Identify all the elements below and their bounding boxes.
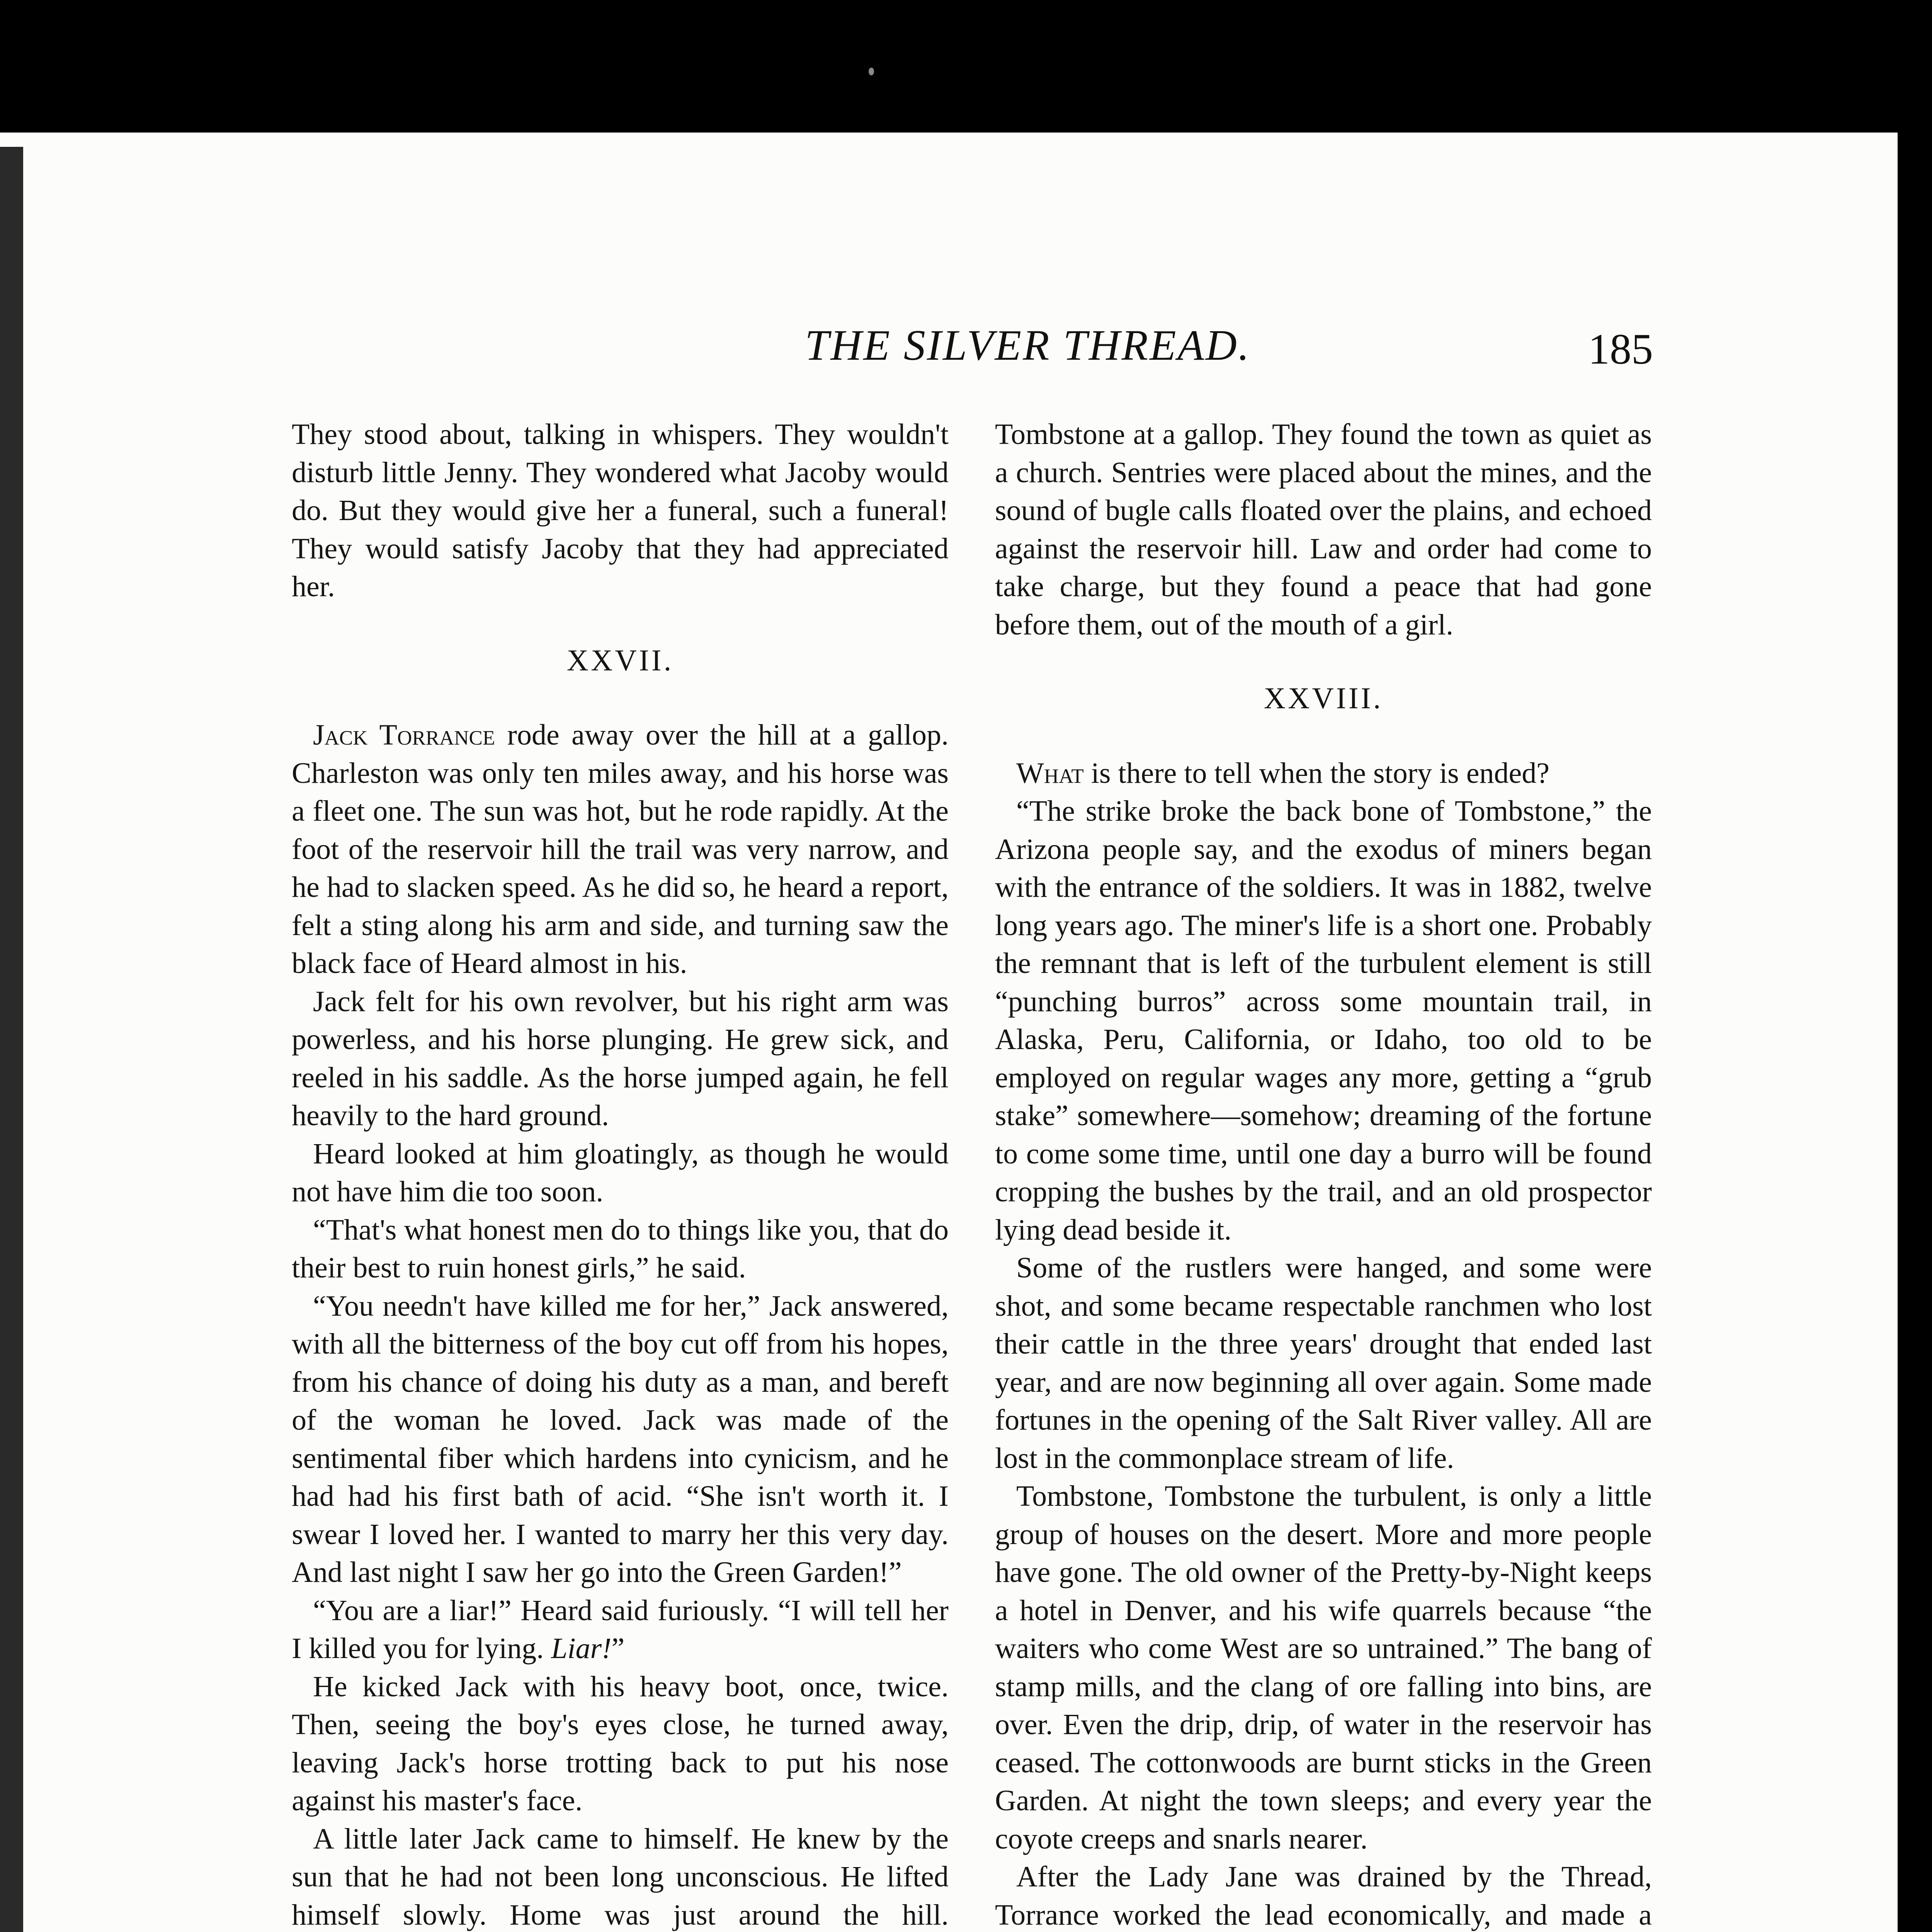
paragraph: Tombstone, Tombstone the turbulent, is only a little group of houses on the desert. More and more people have gone. The old owner of the Pretty-by-Night keeps a hotel in Denver, and his wife quarrels because “the waiters who come West are so untrained.” The bang of stamp mills, and the clang of ore falling into bins, are over. Even the drip, drip, of water in the reservoir has ceased. The cottonwoods are burnt sticks in the Green Garden. At night the town sleeps; and every year the coyote creeps and snarls nearer. <box>995 1480 1652 1855</box>
running-header-title: THE SILVER THREAD. <box>805 321 1251 369</box>
paragraph: What is there to tell when the story is ended? <box>1016 757 1549 789</box>
paragraph: “That's what honest men do to things like you, that do their best to ruin honest girls,” he said. <box>292 1213 949 1284</box>
paragraph: A little later Jack came to himself. He knew by the sun that he had not been long unconscious. He lifted himself slowly. Home was just around the hill. <box>292 1822 949 1931</box>
paragraph: They stood about, talking in whispers. They wouldn't disturb little Jenny. They wondered what Jacoby would do. But they would give her a funeral, such a funeral! They would satisfy Jacoby that they had appreciated her. <box>292 418 949 603</box>
chapter-heading: XXVIII. <box>1264 681 1383 715</box>
paragraph: Jack Torrance rode away over the hill at a gallop. Charleston was only ten miles away, and his horse was a fleet one. The sun was hot, but he rode rapidly. At the foot of the reservoir hill the trail was very narrow, and he had to slacken speed. As he did so, he heard a report, felt a sting along his arm and side, and turning saw the black face of Heard almost in his. <box>292 719 949 980</box>
paragraph: After the Lady Jane was drained by the Thread, Torrance worked the lead economically, and made a <box>995 1861 1652 1931</box>
chapter-heading: XXVII. <box>566 643 674 677</box>
right-column <box>995 415 1652 1932</box>
paragraph: Tombstone at a gallop. They found the town as quiet as a church. Sentries were placed about the mines, and the sound of bugle calls floated over the plains, and echoed against the reservoir hill. Law and order had come to take charge, but they found a peace that had gone before them, out of the mouth of a girl. <box>995 418 1652 641</box>
page-number: 185 <box>1588 325 1653 373</box>
paragraph: Jack felt for his own revolver, but his right arm was powerless, and his horse plunging. He grew sick, and reeled in his saddle. As the horse jumped again, he fell heavily to the hard ground. <box>292 985 949 1132</box>
paragraph: Heard looked at him gloatingly, as though he would not have him die too soon. <box>292 1137 949 1208</box>
lead-words: What <box>1016 757 1084 789</box>
paragraph: “You needn't have killed me for her,” Jack answered, with all the bitterness of the boy cut off from his hopes, from his chance of doing his duty as a man, and bereft of the woman he loved. Jack was made of the sentimental fiber which hardens into cynicism, and he had had his first bath of acid. “She isn't worth it. I swear I loved her. I wanted to marry her this very day. And last night I saw her go into the Green Garden!” <box>292 1289 949 1588</box>
scan-speck <box>869 68 874 75</box>
paragraph: “The strike broke the back bone of Tombstone,” the Arizona people say, and the exodus of miners began with the entrance of the soldiers. It was in 1882, twelve long years ago. The miner's life is a short one. Probably the remnant that is left of the turbulent element is still “punching burros” across some mountain trail, in Alaska, Peru, California, or Idaho, too old to be employed on regular wages any more, getting a “grub stake” somewhere—somehow; dreaming of the fortune to come some time, until one day a burro will be found cropping the bushes by the trail, and an old prospector lying dead beside it. <box>995 795 1652 1246</box>
lead-words: Jack Torrance <box>313 719 495 751</box>
left-column <box>292 415 949 1932</box>
paragraph: He kicked Jack with his heavy boot, once, twice. Then, seeing the boy's eyes close, he turned away, leaving Jack's horse trotting back to put his nose against his master's face. <box>292 1670 949 1817</box>
paragraph: Some of the rustlers were hanged, and some were shot, and some became respectable ranchmen who lost their cattle in the three years' drought that ended last year, and are now beginning all over again. Some made fortunes in the opening of the Salt River valley. All are lost in the commonplace stream of life. <box>995 1252 1652 1475</box>
paragraph: “You are a liar!” Heard said furiously. “I will tell her I killed you for lying. Liar!” <box>292 1594 949 1665</box>
page-gutter-shadow <box>0 147 23 1932</box>
